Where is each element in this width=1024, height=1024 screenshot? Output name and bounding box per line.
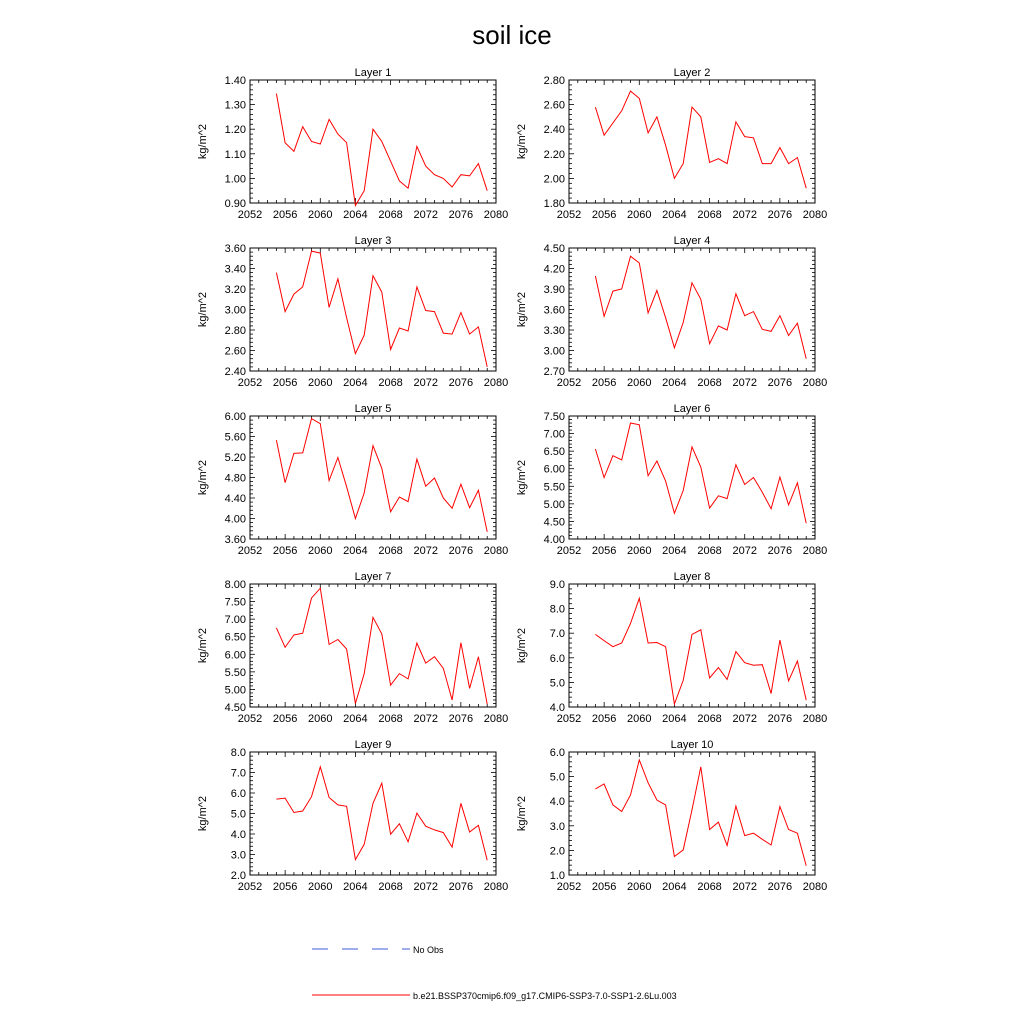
x-tick-label: 2064 — [662, 713, 687, 725]
plot-frame — [569, 416, 815, 539]
plot-frame — [569, 248, 815, 371]
y-tick-label: 8.00 — [224, 579, 246, 591]
series-line — [595, 91, 806, 188]
y-tick-label: 2.80 — [543, 75, 565, 87]
chart-panel-6 — [516, 403, 827, 557]
x-tick-label: 2056 — [272, 209, 298, 221]
x-tick-label: 2064 — [343, 377, 368, 389]
y-tick-label: 6.50 — [224, 631, 246, 644]
y-tick-label: 2.80 — [224, 325, 246, 337]
x-tick-label: 2056 — [591, 377, 617, 389]
x-tick-label: 2056 — [272, 377, 298, 389]
x-tick-label: 2052 — [556, 209, 582, 221]
x-tick-label: 2056 — [591, 545, 617, 557]
y-tick-label: 2.0 — [549, 845, 565, 858]
y-axis-label: kg/m^2 — [197, 459, 209, 496]
panel-title: Layer 3 — [354, 235, 392, 247]
y-tick-label: 6.00 — [543, 463, 565, 476]
x-tick-label: 2072 — [413, 377, 438, 389]
x-tick-label: 2080 — [483, 881, 509, 893]
y-axis-label: kg/m^2 — [197, 795, 209, 832]
panel-title: Layer 8 — [673, 571, 711, 583]
x-tick-label: 2076 — [767, 545, 793, 557]
y-tick-label: 7.0 — [230, 767, 246, 780]
x-tick-label: 2052 — [556, 545, 582, 557]
x-tick-label: 2056 — [591, 713, 617, 725]
y-tick-label: 3.60 — [224, 534, 246, 546]
panel-title: Layer 7 — [354, 571, 392, 583]
y-tick-label: 2.60 — [224, 345, 246, 358]
y-tick-label: 6.0 — [230, 788, 246, 800]
panel-title: Layer 10 — [670, 739, 714, 751]
chart-panel-10 — [516, 739, 827, 893]
y-tick-label: 4.0 — [549, 702, 565, 714]
y-tick-label: 3.00 — [224, 304, 246, 317]
x-tick-label: 2060 — [308, 377, 333, 389]
chart-panel-8 — [516, 571, 827, 725]
chart-panel-5 — [197, 403, 508, 557]
x-tick-label: 2072 — [413, 209, 438, 221]
panel-title: Layer 2 — [673, 67, 711, 79]
x-tick-label: 2076 — [448, 713, 474, 725]
x-tick-label: 2052 — [556, 881, 582, 893]
y-tick-label: 5.50 — [543, 481, 565, 494]
legend — [312, 945, 677, 1001]
y-tick-label: 7.00 — [224, 614, 246, 627]
y-tick-label: 1.80 — [543, 198, 565, 210]
x-tick-label: 2064 — [343, 209, 368, 221]
y-tick-label: 6.0 — [549, 747, 565, 759]
y-tick-label: 6.0 — [549, 652, 565, 665]
x-tick-label: 2072 — [732, 377, 757, 389]
y-tick-label: 2.60 — [543, 99, 565, 112]
y-axis-label: kg/m^2 — [197, 627, 209, 664]
x-tick-label: 2076 — [448, 545, 474, 557]
y-tick-label: 6.00 — [224, 411, 246, 423]
x-tick-label: 2072 — [413, 881, 438, 893]
x-tick-label: 2052 — [556, 713, 582, 725]
y-tick-label: 7.00 — [543, 428, 565, 441]
x-tick-label: 2076 — [448, 209, 474, 221]
plot-frame — [569, 80, 815, 203]
y-tick-label: 3.60 — [543, 304, 565, 317]
chart-panel-7 — [197, 571, 508, 725]
x-tick-label: 2056 — [272, 545, 298, 557]
panel-title: Layer 5 — [354, 403, 392, 415]
y-tick-label: 5.0 — [549, 677, 565, 690]
x-tick-label: 2060 — [627, 713, 652, 725]
plot-frame — [569, 584, 815, 707]
series-line — [276, 588, 487, 704]
series-line — [595, 598, 806, 704]
series-line — [595, 760, 806, 866]
panel-title: Layer 6 — [673, 403, 711, 415]
x-tick-label: 2068 — [697, 377, 722, 389]
series-line — [276, 767, 487, 860]
x-tick-label: 2064 — [662, 545, 687, 557]
x-tick-label: 2052 — [556, 377, 582, 389]
y-tick-label: 8.0 — [230, 747, 246, 759]
y-tick-label: 5.20 — [224, 452, 246, 464]
x-tick-label: 2068 — [378, 377, 403, 389]
x-tick-label: 2060 — [627, 881, 652, 893]
x-tick-label: 2072 — [413, 545, 438, 557]
x-tick-label: 2064 — [662, 377, 687, 389]
y-tick-label: 2.00 — [543, 173, 565, 186]
x-tick-label: 2076 — [767, 209, 793, 221]
y-tick-label: 1.00 — [224, 173, 246, 186]
x-tick-label: 2080 — [483, 377, 509, 389]
x-tick-label: 2080 — [802, 881, 828, 893]
y-axis-label: kg/m^2 — [516, 627, 528, 664]
y-tick-label: 4.50 — [224, 702, 246, 714]
y-tick-label: 4.00 — [543, 534, 565, 546]
y-axis-label: kg/m^2 — [516, 123, 528, 160]
y-axis-label: kg/m^2 — [197, 291, 209, 328]
x-tick-label: 2068 — [378, 209, 403, 221]
series-line — [276, 94, 487, 206]
x-tick-label: 2068 — [697, 881, 722, 893]
chart-panel-1 — [197, 67, 508, 221]
x-tick-label: 2076 — [448, 881, 474, 893]
series-line — [276, 251, 487, 367]
y-tick-label: 7.0 — [549, 628, 565, 641]
y-tick-label: 3.00 — [543, 345, 565, 358]
x-tick-label: 2080 — [802, 209, 828, 221]
x-tick-label: 2076 — [448, 377, 474, 389]
x-tick-label: 2068 — [697, 713, 722, 725]
x-tick-label: 2068 — [697, 209, 722, 221]
x-tick-label: 2052 — [237, 545, 263, 557]
y-tick-label: 4.0 — [230, 829, 246, 841]
y-tick-label: 4.00 — [224, 513, 246, 526]
panel-title: Layer 9 — [354, 739, 392, 751]
y-tick-label: 6.00 — [224, 649, 246, 662]
plot-frame — [250, 80, 496, 203]
y-tick-label: 5.0 — [230, 808, 246, 821]
chart-panel-3 — [197, 235, 508, 389]
y-tick-label: 1.10 — [224, 148, 246, 161]
figure-title: soil ice — [472, 20, 552, 50]
y-tick-label: 5.50 — [224, 666, 246, 679]
x-tick-label: 2056 — [591, 209, 617, 221]
x-tick-label: 2076 — [767, 377, 793, 389]
y-axis-label: kg/m^2 — [516, 291, 528, 328]
y-tick-label: 3.30 — [543, 325, 565, 337]
panels — [197, 67, 827, 893]
x-tick-label: 2080 — [802, 377, 828, 389]
y-tick-label: 0.90 — [224, 198, 246, 210]
x-tick-label: 2064 — [662, 881, 687, 893]
x-tick-label: 2072 — [732, 881, 757, 893]
x-tick-label: 2064 — [343, 881, 368, 893]
panel-title: Layer 1 — [354, 67, 392, 79]
plot-frame — [250, 248, 496, 371]
x-tick-label: 2060 — [308, 713, 333, 725]
y-tick-label: 4.80 — [224, 472, 246, 485]
x-tick-label: 2064 — [343, 713, 368, 725]
y-tick-label: 5.0 — [549, 771, 565, 784]
y-tick-label: 1.30 — [224, 99, 246, 112]
y-tick-label: 2.20 — [543, 148, 565, 161]
y-tick-label: 4.40 — [224, 493, 246, 505]
y-tick-label: 8.0 — [549, 603, 565, 616]
y-tick-label: 3.20 — [224, 284, 246, 296]
y-tick-label: 2.40 — [543, 124, 565, 137]
x-tick-label: 2056 — [272, 881, 298, 893]
y-tick-label: 3.60 — [224, 243, 246, 255]
x-tick-label: 2060 — [308, 209, 333, 221]
series-line — [595, 256, 806, 359]
series-line — [276, 419, 487, 532]
x-tick-label: 2072 — [413, 713, 438, 725]
legend-label-no-obs: No Obs — [413, 945, 444, 955]
x-tick-label: 2072 — [732, 209, 757, 221]
x-tick-label: 2060 — [308, 545, 333, 557]
y-tick-label: 3.40 — [224, 263, 246, 276]
x-tick-label: 2064 — [662, 209, 687, 221]
x-tick-label: 2060 — [627, 377, 652, 389]
x-tick-label: 2068 — [697, 545, 722, 557]
y-axis-label: kg/m^2 — [516, 795, 528, 832]
x-tick-label: 2056 — [591, 881, 617, 893]
y-tick-label: 4.0 — [549, 796, 565, 809]
x-tick-label: 2056 — [272, 713, 298, 725]
x-tick-label: 2052 — [237, 209, 263, 221]
panel-title: Layer 4 — [673, 235, 711, 247]
y-tick-label: 1.20 — [224, 124, 246, 137]
x-tick-label: 2076 — [767, 881, 793, 893]
x-tick-label: 2072 — [732, 545, 757, 557]
x-tick-label: 2080 — [802, 713, 828, 725]
y-tick-label: 6.50 — [543, 446, 565, 459]
y-tick-label: 5.60 — [224, 431, 246, 444]
y-tick-label: 2.40 — [224, 366, 246, 378]
series-line — [595, 423, 806, 523]
x-tick-label: 2080 — [483, 209, 509, 221]
y-tick-label: 2.0 — [230, 870, 246, 882]
x-tick-label: 2052 — [237, 713, 263, 725]
y-axis-label: kg/m^2 — [516, 459, 528, 496]
y-tick-label: 1.40 — [224, 75, 246, 87]
chart-panel-2 — [516, 67, 827, 221]
x-tick-label: 2068 — [378, 881, 403, 893]
y-tick-label: 4.50 — [543, 516, 565, 529]
x-tick-label: 2076 — [767, 713, 793, 725]
x-tick-label: 2068 — [378, 713, 403, 725]
y-tick-label: 7.50 — [543, 411, 565, 423]
y-tick-label: 9.0 — [549, 579, 565, 591]
y-tick-label: 1.0 — [549, 870, 565, 882]
chart-panel-4 — [516, 235, 827, 389]
y-tick-label: 4.20 — [543, 263, 565, 276]
y-tick-label: 7.50 — [224, 596, 246, 609]
x-tick-label: 2068 — [378, 545, 403, 557]
y-tick-label: 3.0 — [549, 820, 565, 833]
y-tick-label: 4.50 — [543, 243, 565, 255]
x-tick-label: 2064 — [343, 545, 368, 557]
chart-panel-9 — [197, 739, 508, 893]
x-tick-label: 2052 — [237, 377, 263, 389]
y-tick-label: 5.00 — [543, 498, 565, 511]
x-tick-label: 2072 — [732, 713, 757, 725]
y-tick-label: 5.00 — [224, 684, 246, 697]
legend-label-model: b.e21.BSSP370cmip6.f09_g17.CMIP6-SSP3-7.0-SSP1-2.6Lu.003 — [413, 991, 677, 1001]
x-tick-label: 2052 — [237, 881, 263, 893]
x-tick-label: 2080 — [802, 545, 828, 557]
y-axis-label: kg/m^2 — [197, 123, 209, 160]
y-tick-label: 3.0 — [230, 849, 246, 862]
x-tick-label: 2080 — [483, 545, 509, 557]
x-tick-label: 2060 — [627, 209, 652, 221]
x-tick-label: 2060 — [308, 881, 333, 893]
y-tick-label: 2.70 — [543, 366, 565, 378]
y-tick-label: 3.90 — [543, 284, 565, 296]
x-tick-label: 2080 — [483, 713, 509, 725]
x-tick-label: 2060 — [627, 545, 652, 557]
